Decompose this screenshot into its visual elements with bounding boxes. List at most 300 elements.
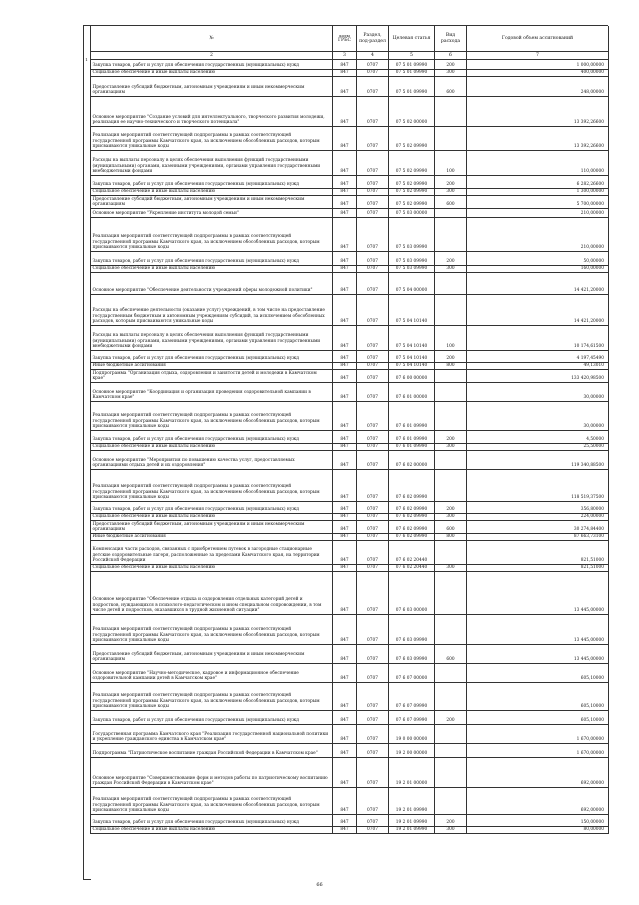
col-num-5: 5 xyxy=(389,52,435,60)
row-vid: 300 xyxy=(435,565,467,572)
col-num-1: 2 xyxy=(91,52,333,60)
row-sum: 248,00000 xyxy=(467,77,609,97)
row-sum: 50,00000 xyxy=(467,252,609,266)
row-vid: 600 xyxy=(435,645,467,664)
table-row xyxy=(91,827,608,834)
row-description: Компенсация части расходов, связанных с приобретением путевок в загородные стационарные детские оздоровительные лагеря, расположенные за пределами Камчатского края, на территории Российской Федерации xyxy=(91,541,333,565)
row-vid xyxy=(435,541,467,565)
row-razdel: 0707 xyxy=(357,383,389,402)
row-target: 07 6 02 09990 xyxy=(389,521,435,534)
row-target: 07 5 01 09990 xyxy=(389,58,435,70)
row-target: 07 5 03 09990 xyxy=(389,218,435,252)
row-description: Закупка товаров, работ и услуг для обеспечения государственных (муниципальных) нужд xyxy=(91,176,333,189)
table-row xyxy=(91,218,608,252)
row-target: 07 6 02 09990 xyxy=(389,470,435,502)
row-target: 19 2 01 09990 xyxy=(389,827,435,834)
row-target: 07 6 02 09990 xyxy=(389,502,435,514)
table-row xyxy=(91,295,608,326)
table-row xyxy=(91,127,608,151)
col-num-0: 1 xyxy=(85,57,88,62)
row-razdel: 0707 xyxy=(357,541,389,565)
row-target: 19 2 01 00000 xyxy=(389,758,435,788)
row-vid xyxy=(435,664,467,683)
row-target: 07 5 01 09990 xyxy=(389,70,435,77)
row-sum: 30 274,84400 xyxy=(467,521,609,534)
row-vid xyxy=(435,127,467,151)
row-grbs: 847 xyxy=(333,645,357,664)
row-sum: 692,00000 xyxy=(467,788,609,815)
row-sum: 25,50000 xyxy=(467,444,609,451)
row-vid: 200 xyxy=(435,176,467,189)
row-vid xyxy=(435,370,467,383)
row-grbs: 847 xyxy=(333,151,357,176)
table-row xyxy=(91,77,608,97)
row-description: Социальное обеспечение и иные выплаты населению xyxy=(91,266,333,273)
row-grbs: 847 xyxy=(333,295,357,326)
row-vid xyxy=(435,572,467,615)
row-grbs: 847 xyxy=(333,615,357,645)
row-target: 19 2 00 00000 xyxy=(389,744,435,758)
table-row xyxy=(91,645,608,664)
row-grbs: 847 xyxy=(333,711,357,725)
row-sum: 30,00000 xyxy=(467,383,609,402)
row-vid xyxy=(435,758,467,788)
row-target: 07 5 02 09990 xyxy=(389,151,435,176)
row-description: Социальное обеспечение и иные выплаты населению xyxy=(91,189,333,196)
row-vid: 200 xyxy=(435,252,467,266)
row-vid: 200 xyxy=(435,711,467,725)
row-grbs: 847 xyxy=(333,252,357,266)
row-grbs: 847 xyxy=(333,196,357,209)
row-vid xyxy=(435,383,467,402)
row-grbs: 847 xyxy=(333,209,357,218)
row-grbs: 847 xyxy=(333,58,357,70)
row-target: 07 5 04 10140 xyxy=(389,351,435,363)
row-target: 07 6 02 20440 xyxy=(389,541,435,565)
row-grbs: 847 xyxy=(333,77,357,97)
row-sum: 13 445,00000 xyxy=(467,572,609,615)
header-target xyxy=(389,26,435,52)
row-sum: 821,51000 xyxy=(467,565,609,572)
row-sum: 14 421,20000 xyxy=(467,295,609,326)
row-description: Социальное обеспечение и иные выплаты населению xyxy=(91,514,333,521)
row-sum: 118 519,37500 xyxy=(467,470,609,502)
row-sum: 1 300,00000 xyxy=(467,189,609,196)
row-grbs: 847 xyxy=(333,827,357,834)
row-description: Основное мероприятие "Обеспечение деятельности учреждений сферы молодежной политики" xyxy=(91,273,333,295)
table-row xyxy=(91,383,608,402)
row-razdel: 0707 xyxy=(357,615,389,645)
row-vid: 300 xyxy=(435,514,467,521)
row-razdel: 0707 xyxy=(357,266,389,273)
row-vid: 300 xyxy=(435,70,467,77)
row-description: Основное мероприятие "Научно-методическое, кадровое и информационное обеспечение оздоровительной кампании детей в Камчатском крае" xyxy=(91,664,333,683)
row-razdel: 0707 xyxy=(357,572,389,615)
row-vid: 300 xyxy=(435,189,467,196)
row-sum: 4 197,45490 xyxy=(467,351,609,363)
row-vid: 200 xyxy=(435,502,467,514)
row-target: 07 5 04 10140 xyxy=(389,295,435,326)
row-razdel: 0707 xyxy=(357,565,389,572)
table-body xyxy=(91,58,608,834)
row-razdel: 0707 xyxy=(357,70,389,77)
table-row xyxy=(91,470,608,502)
row-description: Реализация мероприятий соответствующей подпрограммы в рамках соответствующей государственной программы Камчатского края, за исключением обособленных расходов, которым присваиваются уникальные коды xyxy=(91,470,333,502)
row-description: Закупка товаров, работ и услуг для обеспечения государственных (муниципальных) нужд xyxy=(91,431,333,444)
row-razdel: 0707 xyxy=(357,514,389,521)
row-grbs: 847 xyxy=(333,444,357,451)
row-razdel: 0707 xyxy=(357,788,389,815)
row-sum: 356,80000 xyxy=(467,502,609,514)
row-target: 07 6 02 09990 xyxy=(389,514,435,521)
row-vid xyxy=(435,402,467,431)
table-row xyxy=(91,58,608,70)
page-number: 66 xyxy=(316,882,323,888)
table-row xyxy=(91,176,608,189)
table-row xyxy=(91,266,608,273)
table-row xyxy=(91,252,608,266)
table-row xyxy=(91,351,608,363)
row-razdel: 0707 xyxy=(357,127,389,151)
row-razdel: 0707 xyxy=(357,534,389,541)
table-grid xyxy=(90,25,608,834)
row-razdel: 0707 xyxy=(357,196,389,209)
row-vid xyxy=(435,470,467,502)
row-description: Основное мероприятие "Укрепление института молодой семьи" xyxy=(91,209,333,218)
row-target: 07 6 02 09990 xyxy=(389,534,435,541)
row-razdel: 0707 xyxy=(357,645,389,664)
row-razdel: 0707 xyxy=(357,683,389,711)
row-target: 07 6 02 00000 xyxy=(389,451,435,470)
table-row xyxy=(91,711,608,725)
row-razdel: 0707 xyxy=(357,521,389,534)
row-grbs: 847 xyxy=(333,273,357,295)
row-sum: 49,13010 xyxy=(467,363,609,370)
row-grbs: 847 xyxy=(333,218,357,252)
table-row xyxy=(91,209,608,218)
row-sum: 10 174,61500 xyxy=(467,326,609,351)
row-target: 07 5 02 09990 xyxy=(389,127,435,151)
row-vid xyxy=(435,218,467,252)
row-razdel: 0707 xyxy=(357,351,389,363)
row-target: 07 6 07 09990 xyxy=(389,683,435,711)
row-description: Основное мероприятие "Координация и организация проведения оздоровительной кампании в Камчатском крае" xyxy=(91,383,333,402)
row-vid: 200 xyxy=(435,58,467,70)
row-target: 07 5 02 00000 xyxy=(389,97,435,127)
header-razdel-text: Раздел, под-раздел xyxy=(359,33,386,44)
row-grbs: 847 xyxy=(333,664,357,683)
row-sum: 1 670,00000 xyxy=(467,725,609,744)
header-target-text: Целевая статья xyxy=(392,35,431,41)
row-vid: 600 xyxy=(435,77,467,97)
row-grbs: 847 xyxy=(333,451,357,470)
row-description: Государственная программа Камчатского края "Реализация государственной национальной политики и укрепление гражданского единства в Камчатском крае" xyxy=(91,725,333,744)
row-description: Расходы на обеспечение деятельности (оказание услуг) учреждений, в том числе на предоставление государственным бюджетным и автономным учреждениям субсидий, за исключением обособленных расходов, которым присваиваются уникальные коды xyxy=(91,295,333,326)
row-grbs: 847 xyxy=(333,758,357,788)
row-description: Социальное обеспечение и иные выплаты населению xyxy=(91,70,333,77)
row-vid: 200 xyxy=(435,351,467,363)
row-razdel: 0707 xyxy=(357,402,389,431)
table-row xyxy=(91,502,608,514)
row-vid: 300 xyxy=(435,827,467,834)
row-vid xyxy=(435,451,467,470)
row-grbs: 847 xyxy=(333,351,357,363)
row-description: Подпрограмма "Патриотическое воспитание граждан Российской Федерации в Камчатском крае" xyxy=(91,744,333,758)
row-razdel: 0707 xyxy=(357,815,389,827)
row-razdel: 0707 xyxy=(357,444,389,451)
row-target: 07 5 03 09990 xyxy=(389,252,435,266)
row-razdel: 0707 xyxy=(357,711,389,725)
header-no-text: № xyxy=(209,35,214,41)
row-razdel: 0707 xyxy=(357,431,389,444)
header-vid-text: Вид расхода xyxy=(440,33,461,44)
row-sum: 400,00000 xyxy=(467,70,609,77)
table-row xyxy=(91,196,608,209)
row-grbs: 847 xyxy=(333,326,357,351)
row-description: Основное мероприятие "Совершенствование форм и методов работы по патриотическому воспитанию граждан Российской Федерации в Камчатском крае" xyxy=(91,758,333,788)
row-grbs: 847 xyxy=(333,363,357,370)
row-razdel: 0707 xyxy=(357,189,389,196)
row-description: Иные бюджетные ассигнования xyxy=(91,363,333,370)
header-total-text: Годовой объем ассигнований xyxy=(501,35,574,41)
table-row xyxy=(91,70,608,77)
row-vid: 300 xyxy=(435,444,467,451)
row-vid: 800 xyxy=(435,534,467,541)
row-vid: 600 xyxy=(435,521,467,534)
row-description: Социальное обеспечение и иные выплаты населению xyxy=(91,827,333,834)
row-description: Реализация мероприятий соответствующей подпрограммы в рамках соответствующей государственной программы Камчатского края, за исключением обособленных расходов, которым присваиваются уникальные коды xyxy=(91,402,333,431)
row-target: 07 6 03 00000 xyxy=(389,572,435,615)
row-sum: 224,00000 xyxy=(467,514,609,521)
header-grbs-text: ГРБС xyxy=(337,38,352,44)
row-description: Предоставление субсидий бюджетным, автономным учреждениям и иным некоммерческим организациям xyxy=(91,645,333,664)
row-description: Основное мероприятие "Мероприятия по повышению качества услуг, предоставляемых организациями отдыха детей и их оздоровления" xyxy=(91,451,333,470)
row-sum: 210,00000 xyxy=(467,218,609,252)
row-razdel: 0707 xyxy=(357,97,389,127)
header-codes-text: коды xyxy=(339,32,350,38)
row-grbs: 847 xyxy=(333,97,357,127)
row-razdel: 0707 xyxy=(357,451,389,470)
table-header xyxy=(91,26,608,52)
row-sum: 1 000,00000 xyxy=(467,58,609,70)
row-razdel: 0707 xyxy=(357,744,389,758)
col-num-6: 6 xyxy=(435,52,467,60)
table-row xyxy=(91,451,608,470)
row-sum: 160,00000 xyxy=(467,266,609,273)
row-target: 07 6 01 09990 xyxy=(389,444,435,451)
row-target: 07 5 04 00000 xyxy=(389,273,435,295)
row-target: 07 5 03 09990 xyxy=(389,266,435,273)
budget-table xyxy=(90,25,608,834)
row-description: Реализация мероприятий соответствующей подпрограммы в рамках соответствующей государственной программы Камчатского края, за исключением обособленных расходов, которым присваиваются уникальные коды xyxy=(91,127,333,151)
row-razdel: 0707 xyxy=(357,58,389,70)
row-razdel: 0707 xyxy=(357,176,389,189)
row-target: 07 5 03 00000 xyxy=(389,209,435,218)
row-vid xyxy=(435,97,467,127)
row-grbs: 847 xyxy=(333,502,357,514)
row-target: 07 6 00 00000 xyxy=(389,370,435,383)
row-grbs: 847 xyxy=(333,725,357,744)
row-grbs: 847 xyxy=(333,541,357,565)
col-num-4: 4 xyxy=(357,52,389,60)
row-razdel: 0707 xyxy=(357,363,389,370)
row-grbs: 847 xyxy=(333,572,357,615)
row-description: Закупка товаров, работ и услуг для обеспечения государственных (муниципальных) нужд xyxy=(91,351,333,363)
row-vid: 600 xyxy=(435,196,467,209)
row-grbs: 847 xyxy=(333,370,357,383)
header-total xyxy=(467,26,609,52)
row-grbs: 847 xyxy=(333,266,357,273)
row-razdel: 0707 xyxy=(357,664,389,683)
row-description: Реализация мероприятий соответствующей подпрограммы в рамках соответствующей государственной программы Камчатского края, за исключением обособленных расходов, которым присваиваются уникальные коды xyxy=(91,615,333,645)
row-sum: 150,00000 xyxy=(467,815,609,827)
row-razdel: 0707 xyxy=(357,252,389,266)
row-sum: 13 445,00000 xyxy=(467,615,609,645)
row-grbs: 847 xyxy=(333,383,357,402)
row-grbs: 847 xyxy=(333,189,357,196)
row-vid: 800 xyxy=(435,363,467,370)
row-description: Закупка товаров, работ и услуг для обеспечения государственных (муниципальных) нужд xyxy=(91,815,333,827)
row-target: 07 5 01 09990 xyxy=(389,77,435,97)
row-description: Расходы на выплаты персоналу в целях обеспечения выполнения функций государственными (муниципальными) органами, казенными учреждениями, органами управления государственными внебюджетными фондами xyxy=(91,151,333,176)
table-row xyxy=(91,534,608,541)
row-description: Предоставление субсидий бюджетным, автономным учреждениям и иным некоммерческим организациям xyxy=(91,521,333,534)
row-sum: 605,10000 xyxy=(467,711,609,725)
row-grbs: 847 xyxy=(333,431,357,444)
table-row xyxy=(91,725,608,744)
row-grbs: 847 xyxy=(333,470,357,502)
header-vid xyxy=(435,26,467,52)
row-grbs: 847 xyxy=(333,70,357,77)
row-razdel: 0707 xyxy=(357,151,389,176)
row-description: Социальное обеспечение и иные выплаты населению xyxy=(91,565,333,572)
table-row xyxy=(91,758,608,788)
row-vid xyxy=(435,209,467,218)
row-sum: 605,10000 xyxy=(467,664,609,683)
row-description: Подпрограмма "Организация отдыха, оздоровления и занятости детей и молодежи в Камчатском крае" xyxy=(91,370,333,383)
row-target: 07 6 07 00000 xyxy=(389,664,435,683)
table-row xyxy=(91,402,608,431)
row-target: 07 6 07 09990 xyxy=(389,711,435,725)
table-row xyxy=(91,514,608,521)
row-vid xyxy=(435,615,467,645)
header-grbs xyxy=(333,26,357,52)
row-sum: 4,50000 xyxy=(467,431,609,444)
table-row xyxy=(91,788,608,815)
header-no xyxy=(91,26,333,52)
row-sum: 5 700,00000 xyxy=(467,196,609,209)
row-sum: 692,00000 xyxy=(467,758,609,788)
row-description: Основное мероприятие "Обеспечение отдыха и оздоровления отдельных категорий детей и подростков, нуждающихся в психолого-педагогическом и ином специальном сопровождении, в том числе детей и подростков, оказавшихся в трудной жизненной ситуации" xyxy=(91,572,333,615)
row-vid: 100 xyxy=(435,326,467,351)
row-target: 19 2 01 09990 xyxy=(389,815,435,827)
row-target: 07 5 04 10140 xyxy=(389,326,435,351)
row-razdel: 0707 xyxy=(357,326,389,351)
row-target: 07 6 03 09990 xyxy=(389,615,435,645)
row-vid: 300 xyxy=(435,266,467,273)
row-target: 07 5 04 10140 xyxy=(389,363,435,370)
row-vid xyxy=(435,744,467,758)
row-grbs: 847 xyxy=(333,744,357,758)
row-grbs: 847 xyxy=(333,788,357,815)
row-grbs: 847 xyxy=(333,402,357,431)
row-vid: 100 xyxy=(435,151,467,176)
row-razdel: 0707 xyxy=(357,295,389,326)
row-vid xyxy=(435,683,467,711)
row-description: Социальное обеспечение и иные выплаты населению xyxy=(91,444,333,451)
table-row xyxy=(91,565,608,572)
row-sum: 821,51000 xyxy=(467,541,609,565)
table-row xyxy=(91,815,608,827)
header-razdel xyxy=(357,26,389,52)
row-target: 07 6 01 09990 xyxy=(389,402,435,431)
row-grbs: 847 xyxy=(333,514,357,521)
row-sum: 80,00000 xyxy=(467,827,609,834)
row-target: 07 6 02 20440 xyxy=(389,565,435,572)
table-row xyxy=(91,189,608,196)
table-row xyxy=(91,521,608,534)
row-sum: 605,10000 xyxy=(467,683,609,711)
row-vid xyxy=(435,295,467,326)
row-target: 07 5 02 09990 xyxy=(389,196,435,209)
row-razdel: 0707 xyxy=(357,470,389,502)
row-sum: 1 670,00000 xyxy=(467,744,609,758)
table-row xyxy=(91,97,608,127)
row-description: Предоставление субсидий бюджетным, автономным учреждениям и иным некоммерческим организациям xyxy=(91,196,333,209)
row-description: Закупка товаров, работ и услуг для обеспечения государственных (муниципальных) нужд xyxy=(91,58,333,70)
row-razdel: 0707 xyxy=(357,502,389,514)
row-description: Закупка товаров, работ и услуг для обеспечения государственных (муниципальных) нужд xyxy=(91,502,333,514)
row-razdel: 0707 xyxy=(357,758,389,788)
table-row xyxy=(91,615,608,645)
row-description: Иные бюджетные ассигнования xyxy=(91,534,333,541)
col-num-7: 7 xyxy=(467,52,609,60)
row-grbs: 847 xyxy=(333,565,357,572)
row-description: Предоставление субсидий бюджетным, автономным учреждениям и иным некоммерческим организациям xyxy=(91,77,333,97)
table-row xyxy=(91,744,608,758)
row-razdel: 0707 xyxy=(357,827,389,834)
row-sum: 210,00000 xyxy=(467,209,609,218)
row-description: Реализация мероприятий соответствующей подпрограммы в рамках соответствующей государственной программы Камчатского края, за исключением обособленных расходов, которым присваиваются уникальные коды xyxy=(91,218,333,252)
row-grbs: 847 xyxy=(333,521,357,534)
table-row xyxy=(91,326,608,351)
table-row xyxy=(91,370,608,383)
row-description: Расходы на выплаты персоналу в целях обеспечения выполнения функций государственными (муниципальными) органами, казенными учреждениями, органами управления государственными внебюджетными фондами xyxy=(91,326,333,351)
row-description: Закупка товаров, работ и услуг для обеспечения государственных (муниципальных) нужд xyxy=(91,252,333,266)
row-description: Закупка товаров, работ и услуг для обеспечения государственных (муниципальных) нужд xyxy=(91,711,333,725)
table-row xyxy=(91,151,608,176)
table-row xyxy=(91,431,608,444)
row-sum: 30,00000 xyxy=(467,402,609,431)
row-sum: 133 420,98500 xyxy=(467,370,609,383)
row-razdel: 0707 xyxy=(357,77,389,97)
row-razdel: 0707 xyxy=(357,725,389,744)
row-sum: 14 421,20000 xyxy=(467,273,609,295)
table-row xyxy=(91,572,608,615)
row-razdel: 0707 xyxy=(357,370,389,383)
row-target: 07 5 02 09990 xyxy=(389,176,435,189)
row-grbs: 847 xyxy=(333,683,357,711)
table-row xyxy=(91,444,608,451)
row-target: 07 6 01 00000 xyxy=(389,383,435,402)
table-row xyxy=(91,541,608,565)
row-razdel: 0707 xyxy=(357,273,389,295)
row-target: 19 2 01 09990 xyxy=(389,788,435,815)
row-sum: 13 392,26600 xyxy=(467,97,609,127)
table-row xyxy=(91,273,608,295)
row-target: 07 6 01 09990 xyxy=(389,431,435,444)
table-row xyxy=(91,683,608,711)
